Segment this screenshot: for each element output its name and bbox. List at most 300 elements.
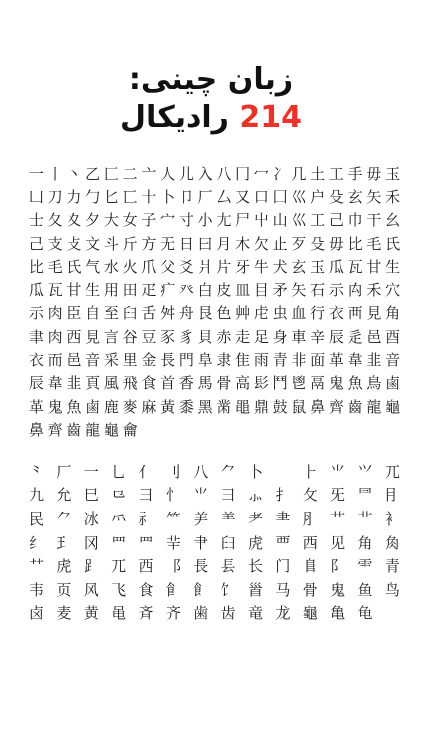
- radical-glyph: 歹: [291, 234, 307, 253]
- radical-glyph: 襾: [347, 304, 363, 323]
- radical-glyph: 玄: [347, 187, 363, 206]
- radical-glyph: 馬: [197, 374, 213, 393]
- radical-glyph: 卩: [178, 187, 194, 206]
- radical-glyph: 入: [197, 164, 213, 183]
- radical-glyph: 巛: [291, 211, 307, 230]
- radical-glyph: ⺙: [302, 486, 318, 505]
- radical-glyph: ⻱: [302, 604, 318, 623]
- radical-glyph: 无: [160, 234, 176, 253]
- radical-glyph: 允: [56, 486, 72, 505]
- radical-glyph: 飛: [122, 374, 138, 393]
- radical-glyph: 瓜: [328, 257, 344, 276]
- radical-glyph: 厂: [56, 462, 72, 481]
- radical-glyph: 酉: [385, 327, 401, 346]
- radical-glyph: 囗: [272, 187, 288, 206]
- radical-glyph: 虎: [56, 557, 72, 576]
- radical-glyph: 幺: [385, 211, 401, 230]
- radical-glyph: 小: [197, 211, 213, 230]
- radical-glyph: 禸: [347, 281, 363, 300]
- radical-glyph: ⺩: [56, 533, 72, 552]
- radical-glyph: 韭: [366, 351, 382, 370]
- radical-row: [27, 578, 402, 602]
- radical-glyph: ⺎: [384, 462, 400, 481]
- radical-glyph: ⻀: [357, 509, 373, 528]
- radical-glyph: 石: [310, 281, 326, 300]
- radical-glyph: 止: [272, 234, 288, 253]
- radical-glyph: ⻤: [330, 580, 346, 599]
- radical-row: [27, 302, 402, 325]
- radical-glyph: 示: [328, 281, 344, 300]
- radical-glyph: 八: [193, 462, 209, 481]
- radical-glyph: ⻳: [357, 604, 373, 623]
- radical-glyph: 寸: [178, 211, 194, 230]
- radical-glyph: 鹿: [103, 397, 119, 416]
- radical-glyph: ⻩: [83, 604, 99, 623]
- radical-glyph: 臼: [122, 304, 138, 323]
- radical-glyph: 父: [160, 257, 176, 276]
- radical-row: [27, 531, 402, 555]
- radical-glyph: 木: [235, 234, 251, 253]
- radical-glyph: 隶: [216, 351, 232, 370]
- page-subtitle: [0, 100, 422, 135]
- radical-glyph: 日: [178, 234, 194, 253]
- radical-glyph: 矢: [366, 187, 382, 206]
- radical-glyph: 青: [272, 351, 288, 370]
- radical-glyph: 气: [85, 257, 101, 276]
- radical-glyph: 毛: [366, 234, 382, 253]
- radical-glyph: 韋: [47, 374, 63, 393]
- radical-glyph: 行: [310, 304, 326, 323]
- radical-glyph: 高: [235, 374, 251, 393]
- radical-glyph: ⺜: [357, 486, 373, 505]
- radical-glyph: 牙: [235, 257, 251, 276]
- radical-row: [27, 232, 402, 255]
- radical-glyph: 女: [122, 211, 138, 230]
- radical-glyph: 兀: [111, 557, 127, 576]
- radical-glyph: ⻣: [302, 580, 318, 599]
- radical-glyph: 纟: [28, 533, 44, 552]
- radical-glyph: 辰: [328, 327, 344, 346]
- radical-glyph: 甘: [66, 281, 82, 300]
- radical-glyph: 虫: [272, 304, 288, 323]
- radical-glyph: 子: [141, 211, 157, 230]
- radical-glyph: 豕: [160, 327, 176, 346]
- radical-glyph: 乙: [85, 164, 101, 183]
- radical-glyph: 匕: [103, 187, 119, 206]
- radical-glyph: 用: [103, 281, 119, 300]
- radical-glyph: 尸: [235, 211, 251, 230]
- radical-glyph: 忄: [165, 486, 181, 505]
- radical-glyph: 大: [103, 211, 119, 230]
- radical-glyph: ⻙: [28, 580, 44, 599]
- radical-glyph: ⻥: [357, 580, 373, 599]
- radical-glyph: 八: [216, 164, 232, 183]
- radical-glyph: 巾: [347, 211, 363, 230]
- radical-row: [27, 507, 402, 531]
- radical-glyph: 西: [138, 557, 154, 576]
- radical-glyph: 玉: [310, 257, 326, 276]
- radical-glyph: ⻢: [275, 580, 291, 599]
- radical-glyph: ⻦: [384, 580, 400, 599]
- radical-glyph: 月: [216, 234, 232, 253]
- radical-word: رادیکال: [119, 100, 229, 135]
- radical-glyph: 衣: [28, 351, 44, 370]
- radical-glyph: 邑: [66, 351, 82, 370]
- radical-glyph: 足: [253, 327, 269, 346]
- radical-glyph: ⻚: [56, 580, 72, 599]
- title-text: زبان چینی:: [128, 62, 294, 97]
- radical-glyph: 水: [103, 257, 119, 276]
- radical-glyph: 士: [28, 211, 44, 230]
- radical-glyph: 毋: [328, 234, 344, 253]
- radical-glyph: ⻏: [165, 557, 181, 576]
- radical-glyph: ⻝: [138, 580, 154, 599]
- radical-glyph: ⺝: [384, 486, 400, 505]
- radical-glyph: ⺈: [220, 462, 236, 481]
- radical-glyph: 爿: [197, 257, 213, 276]
- radical-glyph: ⻃: [275, 533, 291, 552]
- radical-glyph: 丶: [66, 164, 82, 183]
- radical-glyph: 龜: [103, 420, 119, 439]
- radical-glyph: 鬼: [47, 397, 63, 416]
- radical-glyph: 工: [310, 211, 326, 230]
- radical-glyph: 丨: [47, 164, 63, 183]
- radical-glyph: ⻮: [220, 604, 236, 623]
- radical-glyph: ⺍: [357, 462, 373, 481]
- radical-glyph: 首: [160, 374, 176, 393]
- radical-glyph: 骨: [216, 374, 232, 393]
- radical-glyph: 辰: [28, 374, 44, 393]
- radical-glyph: 工: [328, 164, 344, 183]
- radical-glyph: ⺫: [111, 533, 127, 552]
- radical-glyph: ⺹: [247, 509, 263, 528]
- radical-glyph: 鬯: [291, 374, 307, 393]
- radical-glyph: ⻘: [384, 557, 400, 576]
- radical-glyph: ⻠: [220, 580, 236, 599]
- radical-glyph: ⺈: [56, 509, 72, 528]
- radical-glyph: 臣: [66, 304, 82, 323]
- page-title: [0, 62, 422, 97]
- radical-glyph: 巳: [83, 486, 99, 505]
- radical-glyph: 目: [253, 281, 269, 300]
- radical-glyph: 黃: [160, 397, 176, 416]
- radical-glyph: 爪: [141, 257, 157, 276]
- radical-glyph: ⻂: [384, 509, 400, 528]
- radical-glyph: 儿: [178, 164, 194, 183]
- radical-glyph: 一: [83, 462, 99, 481]
- radical-glyph: 肉: [47, 327, 63, 346]
- radical-glyph: 二: [122, 164, 138, 183]
- radical-glyph: 齒: [66, 420, 82, 439]
- radical-glyph: 手: [347, 164, 363, 183]
- radical-glyph: 氏: [385, 234, 401, 253]
- radical-glyph: 齊: [47, 420, 63, 439]
- radical-glyph: 氏: [66, 257, 82, 276]
- radical-glyph: 亠: [141, 164, 157, 183]
- radical-glyph: 匸: [122, 187, 138, 206]
- radical-glyph: ⺷: [220, 509, 236, 528]
- radical-glyph: 革: [328, 351, 344, 370]
- radical-glyph: 夊: [66, 211, 82, 230]
- radical-glyph: 毋: [366, 164, 382, 183]
- radical-glyph: 禾: [366, 281, 382, 300]
- radical-glyph: 冂: [235, 164, 251, 183]
- radical-glyph: 火: [122, 257, 138, 276]
- radical-glyph: ⺬: [138, 509, 154, 528]
- radical-glyph: ⺘: [275, 486, 291, 505]
- radicals-grid-variants: [27, 460, 402, 625]
- radical-glyph: 韋: [347, 351, 363, 370]
- radical-glyph: 肉: [47, 304, 63, 323]
- radical-glyph: 人: [160, 164, 176, 183]
- radical-glyph: 山: [272, 211, 288, 230]
- radical-glyph: 支: [47, 234, 63, 253]
- radical-row: [27, 395, 402, 418]
- radical-glyph: 黑: [197, 397, 213, 416]
- radical-glyph: 爻: [178, 257, 194, 276]
- radical-glyph: 里: [122, 351, 138, 370]
- radical-glyph: ⻲: [330, 604, 346, 623]
- radical-row: [27, 325, 402, 348]
- radical-glyph: ⺮: [165, 509, 181, 528]
- radical-glyph: 豸: [178, 327, 194, 346]
- radical-glyph: 魚: [66, 397, 82, 416]
- radical-glyph: 乚: [111, 462, 127, 481]
- radical-row: [27, 372, 402, 395]
- radical-glyph: 聿: [28, 327, 44, 346]
- radical-glyph: ⻬: [165, 604, 181, 623]
- radical-glyph: ⺻: [275, 509, 291, 528]
- radical-glyph: 田: [122, 281, 138, 300]
- radical-glyph: 龠: [122, 420, 138, 439]
- radical-glyph: 矛: [272, 281, 288, 300]
- radical-glyph: 鬲: [310, 374, 326, 393]
- radical-glyph: 干: [366, 211, 382, 230]
- radical-glyph: 厶: [216, 187, 232, 206]
- radical-glyph: ⻰: [275, 604, 291, 623]
- radical-row: [27, 209, 402, 232]
- radical-glyph: 長: [160, 351, 176, 370]
- radical-glyph: 鹵: [385, 374, 401, 393]
- radical-row: [27, 484, 402, 508]
- radical-glyph: 阜: [197, 351, 213, 370]
- radical-glyph: 金: [141, 351, 157, 370]
- radical-glyph: ⺶: [193, 509, 209, 528]
- radical-glyph: ⻒: [220, 557, 236, 576]
- radical-glyph: 犬: [272, 257, 288, 276]
- radical-glyph: ⻨: [56, 604, 72, 623]
- radical-glyph: 口: [253, 187, 269, 206]
- radical-glyph: ⻟: [193, 580, 209, 599]
- radical-glyph: ⻭: [193, 604, 209, 623]
- radical-glyph: ⺀: [28, 462, 44, 481]
- radical-glyph: ⻡: [247, 580, 263, 599]
- radical-row: [27, 348, 402, 371]
- radical-glyph: 龍: [85, 420, 101, 439]
- radical-glyph: 亻: [138, 462, 154, 481]
- radical-glyph: 言: [103, 327, 119, 346]
- radical-glyph: 瓦: [47, 281, 63, 300]
- radical-glyph: 見: [366, 304, 382, 323]
- radical-glyph: 隹: [235, 351, 251, 370]
- radical-glyph: 冫: [272, 164, 288, 183]
- radical-glyph: 門: [178, 351, 194, 370]
- radical-glyph: 赤: [216, 327, 232, 346]
- radical-glyph: 夂: [47, 211, 63, 230]
- radical-glyph: 鼠: [291, 397, 307, 416]
- radical-glyph: ⻊: [83, 557, 99, 576]
- radical-glyph: 土: [310, 164, 326, 183]
- radical-glyph: 又: [235, 187, 251, 206]
- radical-glyph: 鼎: [253, 397, 269, 416]
- radical-glyph: 髟: [253, 374, 269, 393]
- radical-glyph: 非: [291, 351, 307, 370]
- radical-glyph: ⻪: [111, 604, 127, 623]
- radical-glyph: ⺤: [111, 509, 127, 528]
- radical-row: [27, 602, 402, 626]
- radical-glyph: 巛: [291, 187, 307, 206]
- radical-glyph: 几: [291, 164, 307, 183]
- radical-glyph: 宀: [160, 211, 176, 230]
- radical-glyph: ⺌: [330, 462, 346, 481]
- radical-glyph: 魚: [347, 374, 363, 393]
- radical-glyph: 鼻: [28, 420, 44, 439]
- radical-glyph: 黹: [216, 397, 232, 416]
- radical-glyph: 攴: [66, 234, 82, 253]
- radical-glyph: 殳: [310, 234, 326, 253]
- radical-glyph: 車: [291, 327, 307, 346]
- radical-glyph: 殳: [328, 187, 344, 206]
- radical-glyph: 頁: [85, 374, 101, 393]
- radical-glyph: 片: [216, 257, 232, 276]
- radical-glyph: ⺼: [302, 509, 318, 528]
- radical-glyph: ⺸: [165, 533, 181, 552]
- radical-glyph: 面: [310, 351, 326, 370]
- radical-glyph: 虍: [253, 304, 269, 323]
- radical-glyph: 辵: [347, 327, 363, 346]
- radical-glyph: 禾: [385, 187, 401, 206]
- radical-glyph: 韭: [66, 374, 82, 393]
- radical-glyph: 而: [47, 351, 63, 370]
- radical-glyph: 斗: [103, 234, 119, 253]
- radical-glyph: 白: [197, 281, 213, 300]
- radical-glyph: 斤: [122, 234, 138, 253]
- radical-glyph: ⻧: [28, 604, 44, 623]
- radical-glyph: ⻜: [111, 580, 127, 599]
- radical-glyph: ⻅: [330, 533, 346, 552]
- radical-glyph: 麥: [122, 397, 138, 416]
- radical-glyph: 尢: [216, 211, 232, 230]
- radical-glyph: ⺋: [111, 486, 127, 505]
- radical-glyph: 刀: [47, 187, 63, 206]
- radical-glyph: 舟: [178, 304, 194, 323]
- radical-glyph: 九: [28, 486, 44, 505]
- radical-glyph: ⻔: [275, 557, 291, 576]
- radical-glyph: 夕: [85, 211, 101, 230]
- radical-count: 214: [239, 100, 303, 135]
- radical-glyph: ⻇: [384, 533, 400, 552]
- radical-glyph: 欠: [253, 234, 269, 253]
- radical-glyph: 衣: [328, 304, 344, 323]
- radical-glyph: 方: [141, 234, 157, 253]
- radical-glyph: 卜: [160, 187, 176, 206]
- radical-glyph: ⻛: [83, 580, 99, 599]
- radical-glyph: 音: [385, 351, 401, 370]
- radical-glyph: ⻁: [247, 533, 263, 552]
- radical-row: [27, 554, 402, 578]
- radical-glyph: 西: [66, 327, 82, 346]
- radical-glyph: 皿: [235, 281, 251, 300]
- radical-glyph: 冖: [253, 164, 269, 183]
- radical-glyph: 文: [85, 234, 101, 253]
- radical-row: [27, 255, 402, 278]
- radical-glyph: 食: [141, 374, 157, 393]
- radical-glyph: ⻕: [302, 557, 318, 576]
- radical-glyph: 力: [66, 187, 82, 206]
- radical-glyph: 鹵: [85, 397, 101, 416]
- radical-glyph: 香: [178, 374, 194, 393]
- radical-glyph: 比: [347, 234, 363, 253]
- radical-glyph: ⺲: [138, 533, 154, 552]
- radical-glyph: 彐: [138, 486, 154, 505]
- radical-glyph: 至: [103, 304, 119, 323]
- radical-glyph: ⺕: [220, 486, 236, 505]
- radical-glyph: 匚: [103, 164, 119, 183]
- radical-glyph: 屮: [253, 211, 269, 230]
- radical-glyph: 玄: [291, 257, 307, 276]
- radical-glyph: 龜: [385, 397, 401, 416]
- radical-glyph: ⺊: [302, 462, 318, 481]
- radical-glyph: 疒: [160, 281, 176, 300]
- radical-glyph: ⺾: [330, 509, 346, 528]
- radical-glyph: 雨: [253, 351, 269, 370]
- radical-glyph: 生: [85, 281, 101, 300]
- radical-glyph: 見: [85, 327, 101, 346]
- radical-glyph: 鬼: [328, 374, 344, 393]
- radical-row: [27, 185, 402, 208]
- radical-glyph: ⻓: [247, 557, 263, 576]
- radical-glyph: 黽: [235, 397, 251, 416]
- radical-glyph: ⺽: [220, 533, 236, 552]
- radical-glyph: 音: [85, 351, 101, 370]
- radical-glyph: 身: [272, 327, 288, 346]
- radical-glyph: 龍: [366, 397, 382, 416]
- radical-glyph: 血: [291, 304, 307, 323]
- radical-glyph: 麻: [141, 397, 157, 416]
- radical-glyph: 谷: [122, 327, 138, 346]
- radical-glyph: 瓜: [28, 281, 44, 300]
- radical-glyph: 刂: [165, 462, 181, 481]
- radical-glyph: ⻄: [302, 533, 318, 552]
- radical-glyph: ⻑: [193, 557, 209, 576]
- radical-glyph: ⻯: [247, 604, 263, 623]
- radical-glyph: 民: [28, 509, 44, 528]
- radical-glyph: 曰: [197, 234, 213, 253]
- radical-glyph: 皮: [216, 281, 232, 300]
- radical-glyph: 貝: [197, 327, 213, 346]
- radical-glyph: 示: [28, 304, 44, 323]
- radical-glyph: 鬥: [272, 374, 288, 393]
- radical-glyph: 十: [141, 187, 157, 206]
- radical-glyph: ⻖: [330, 557, 346, 576]
- radical-row: [27, 460, 402, 484]
- radical-glyph: 勹: [85, 187, 101, 206]
- radical-glyph: 豆: [141, 327, 157, 346]
- radicals-grid-main: [27, 162, 402, 442]
- radical-glyph: 齒: [347, 397, 363, 416]
- radical-glyph: 齊: [328, 397, 344, 416]
- radical-glyph: 鳥: [366, 374, 382, 393]
